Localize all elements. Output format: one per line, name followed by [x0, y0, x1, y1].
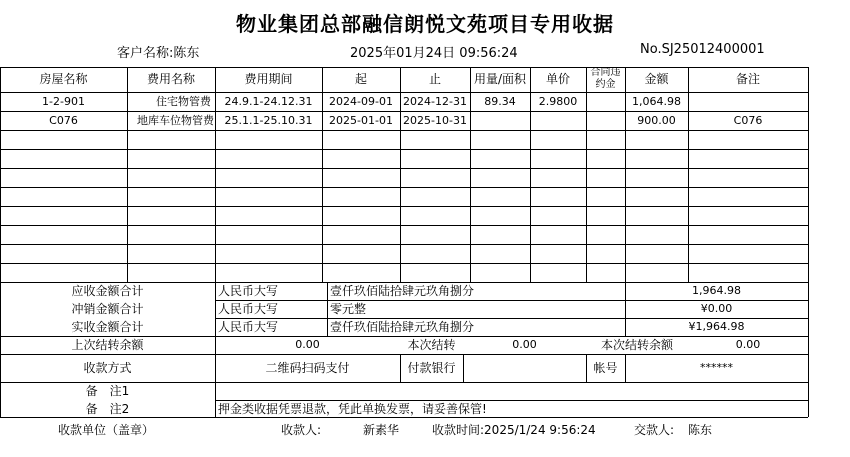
cell-fee-name: 地库车位物管费: [137, 114, 214, 127]
offset-amount: ¥0.00: [700, 302, 733, 315]
cell-unit-price: 2.9800: [538, 95, 578, 108]
this-balance-value: 0.00: [735, 338, 761, 351]
bank-label: 付款银行: [407, 361, 456, 375]
receipt-number: No.SJ25012400001: [640, 42, 765, 57]
cell-house: 1-2-901: [42, 95, 85, 108]
cell-house: C076: [49, 114, 78, 127]
payee-name: 新素华: [363, 423, 400, 437]
cell-end: 2024-12-31: [403, 95, 467, 108]
col-header-unit-price: 单价: [545, 72, 570, 86]
receivable-amount: 1,964.98: [692, 284, 741, 297]
last-balance-label: 上次结转余额: [71, 338, 144, 352]
payee-label: 收款人:: [281, 423, 322, 437]
cell-usage: 89.34: [484, 95, 516, 108]
actual-rmb-label: 人民币大写: [218, 320, 279, 334]
receivable-words: 壹仟玖佰陆拾肆元玖角捌分: [330, 284, 475, 298]
cell-start: 2024-09-01: [329, 95, 393, 108]
receipt-datetime: 2025年01月24日 09:56:24: [350, 46, 518, 61]
col-header-house: 房屋名称: [39, 72, 88, 86]
this-balance-label: 本次结转余额: [600, 338, 673, 352]
payer-label: 交款人:: [634, 423, 675, 437]
payment-method-value: 二维码扫码支付: [265, 361, 350, 375]
cell-amount: 900.00: [637, 114, 676, 127]
col-header-remark: 备注: [735, 72, 760, 86]
actual-amount: ¥1,964.98: [688, 320, 745, 333]
last-balance-value: 0.00: [295, 338, 320, 351]
payer-name: 陈东: [688, 423, 713, 437]
col-header-amount: 金额: [644, 72, 669, 86]
col-header-start: 起: [354, 72, 367, 86]
payment-time: 收款时间:2025/1/24 9:56:24: [432, 423, 596, 437]
actual-words: 壹仟玖佰陆拾肆元玖角捌分: [330, 320, 475, 334]
customer-name: 客户名称:陈东: [117, 46, 200, 61]
col-header-end: 止: [428, 72, 441, 86]
cell-fee-name: 住宅物管费: [156, 95, 211, 108]
note1-label: 备 注1: [85, 384, 130, 398]
actual-label: 实收金额合计: [71, 320, 144, 334]
this-transfer-value: 0.00: [512, 338, 537, 351]
col-header-usage: 用量/面积: [473, 72, 527, 86]
receipt-title: 物业集团总部融信朗悦文苑项目专用收据: [236, 12, 614, 36]
cell-start: 2025-01-01: [329, 114, 393, 127]
payment-method-label: 收款方式: [83, 361, 132, 375]
receivable-rmb-label: 人民币大写: [218, 284, 279, 298]
offset-rmb-label: 人民币大写: [218, 302, 279, 316]
account-label: 帐号: [593, 361, 618, 375]
account-value: ******: [700, 361, 733, 374]
note2-value: 押金类收据凭票退款，凭此单换发票，请妥善保管!: [218, 402, 487, 416]
cell-remark: C076: [733, 114, 763, 127]
note2-label: 备 注2: [85, 402, 130, 416]
offset-words: 零元整: [330, 302, 367, 316]
col-header-penalty: 合同违约金: [590, 67, 621, 90]
payee-unit-label: 收款单位（盖章）: [58, 423, 155, 437]
cell-end: 2025-10-31: [403, 114, 467, 127]
this-transfer-label: 本次结转: [407, 338, 456, 352]
cell-amount: 1,064.98: [632, 95, 681, 108]
cell-period: 24.9.1-24.12.31: [224, 95, 313, 108]
receivable-label: 应收金额合计: [71, 284, 144, 298]
col-header-fee-name: 费用名称: [146, 72, 195, 86]
col-header-period: 费用期间: [244, 72, 293, 86]
offset-label: 冲销金额合计: [71, 302, 144, 316]
cell-period: 25.1.1-25.10.31: [224, 114, 313, 127]
